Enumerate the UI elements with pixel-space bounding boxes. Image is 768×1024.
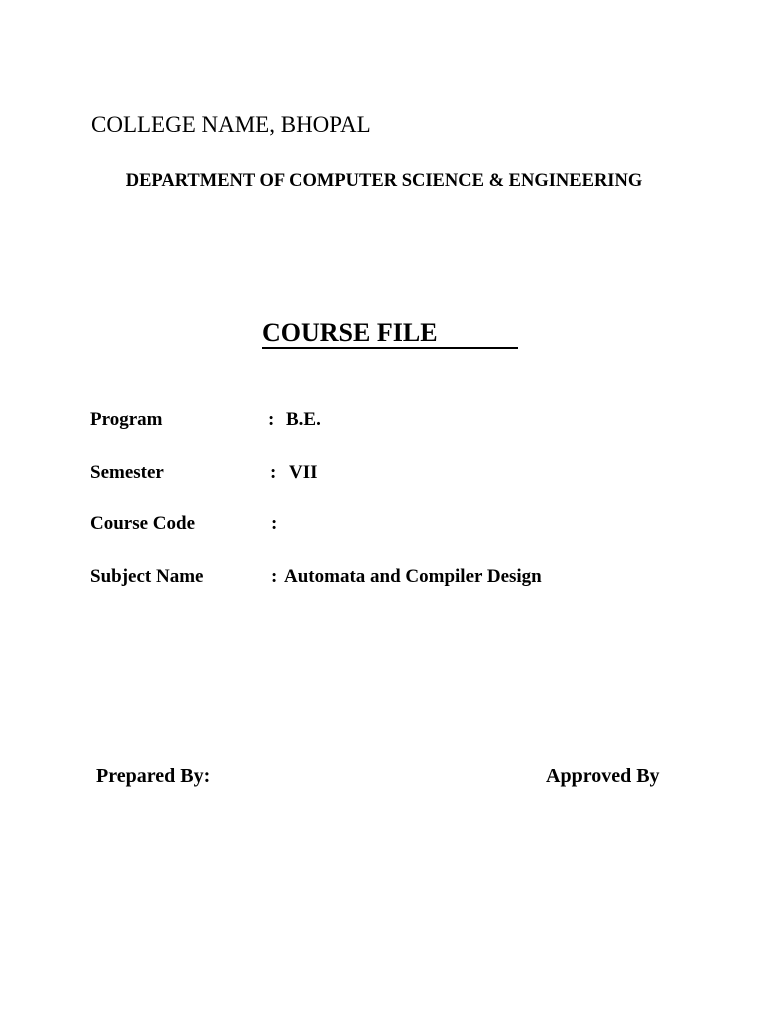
college-name: COLLEGE NAME, BHOPAL — [91, 112, 371, 137]
field-separator: : — [270, 462, 277, 483]
field-separator: : — [271, 513, 278, 534]
field-value-subject-name: Automata and Compiler Design — [284, 566, 542, 587]
department-name: DEPARTMENT OF COMPUTER SCIENCE & ENGINEERING — [125, 171, 643, 191]
field-label-subject-name: Subject Name — [90, 566, 204, 587]
field-separator: : — [268, 409, 275, 430]
field-row-subject-name — [90, 566, 690, 592]
page-title: COURSE FILE — [262, 318, 518, 349]
field-label-course-code: Course Code — [90, 513, 196, 534]
field-label-semester: Semester — [90, 462, 164, 483]
field-label-program: Program — [90, 409, 163, 430]
field-row-course-code — [90, 513, 690, 539]
field-value-semester: VII — [289, 462, 318, 483]
field-separator: : — [271, 566, 278, 587]
field-value-program: B.E. — [286, 409, 321, 430]
prepared-by-label: Prepared By: — [96, 765, 211, 787]
field-row-semester — [90, 462, 690, 488]
approved-by-label: Approved By — [546, 765, 660, 787]
field-row-program — [90, 409, 690, 435]
